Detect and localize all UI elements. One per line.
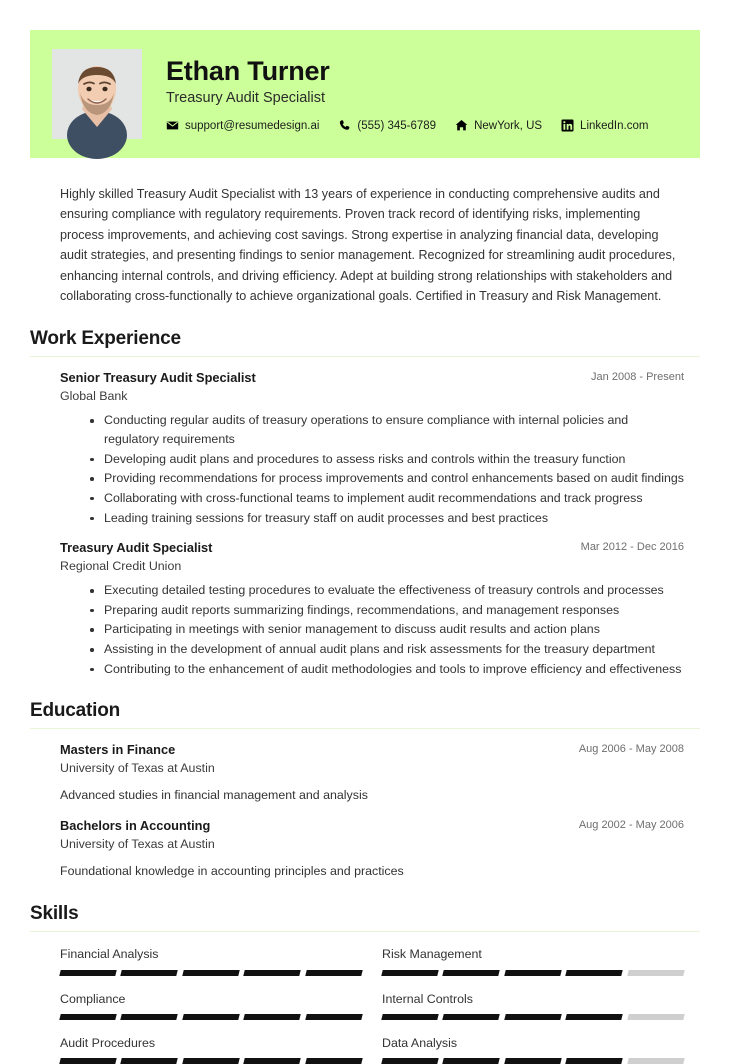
skill-item	[60, 1035, 362, 1064]
skill-rating-segment	[565, 1058, 623, 1064]
skill-rating-bar	[60, 1058, 362, 1064]
education-entry-head	[60, 818, 684, 834]
skill-item	[382, 1035, 684, 1064]
contact-linkedin-label: LinkedIn.com	[580, 119, 649, 132]
contact-phone[interactable]	[338, 119, 436, 132]
professional-summary: Highly skilled Treasury Audit Specialist with 13 years of experience in conducting comprehensive audits and ensuring compliance with regulatory requirements. Proven track record of identifying risks, implementing process improvements, and achieving cost savings. Strong expertise in analyzing financial data, developing audit strategies, and presenting findings to senior management. Recognized for streamlining audit procedures, enhancing internal controls, and driving efficiency. Adept at building strong relationships with stakeholders and collaborating cross-functionally to achieve organizational goals. Certified in Treasury and Risk Management.	[60, 187, 676, 303]
skill-rating-segment	[305, 970, 363, 976]
work-entry-head	[60, 540, 684, 556]
skill-label: Audit Procedures	[60, 1035, 156, 1050]
job-bullet: Assisting in the development of annual audit plans and risk assessments for the treasury department	[90, 640, 684, 659]
education-entry	[60, 742, 684, 805]
job-bullet: Contributing to the enhancement of audit methodologies and tools to improve efficiency and effectiveness	[90, 660, 684, 679]
skill-rating-segment	[627, 970, 685, 976]
job-date: Mar 2012 - Dec 2016	[580, 541, 684, 554]
skill-label: Risk Management	[382, 947, 482, 962]
skill-rating-bar	[60, 970, 362, 976]
skill-rating-segment	[243, 970, 301, 976]
skill-rating-segment	[381, 1014, 439, 1020]
education-entry-head	[60, 742, 684, 758]
skill-rating-segment	[243, 1014, 301, 1020]
job-bullet: Conducting regular audits of treasury operations to ensure compliance with internal policies and regulatory requirements	[90, 411, 684, 448]
education-title: Education	[30, 700, 121, 722]
skill-rating-segment	[565, 970, 623, 976]
skills-title: Skills	[30, 903, 79, 925]
skill-rating-segment	[504, 1058, 562, 1064]
work-entry	[60, 540, 684, 678]
contact-linkedin[interactable]	[561, 119, 648, 132]
skill-rating-segment	[627, 1014, 685, 1020]
job-bullet: Executing detailed testing procedures to evaluate the effectiveness of treasury controls and processes	[90, 581, 684, 600]
linkedin-icon	[561, 119, 574, 132]
job-bullet: Providing recommendations for process improvements and control enhancements based on audit findings	[90, 469, 684, 488]
skills-grid	[60, 946, 684, 1063]
skill-rating-segment	[243, 1058, 301, 1064]
degree-date: Aug 2006 - May 2008	[578, 743, 684, 756]
work-entry	[60, 370, 684, 527]
skill-rating-segment	[627, 1058, 685, 1064]
phone-icon	[338, 119, 351, 132]
section-divider	[30, 728, 700, 729]
school-name: University of Texas at Austin	[60, 761, 215, 776]
envelope-icon	[166, 119, 179, 132]
skill-label: Financial Analysis	[60, 947, 159, 962]
contact-list	[166, 119, 678, 132]
job-bullet-list	[60, 581, 684, 678]
skill-label: Data Analysis	[382, 1035, 458, 1050]
contact-location-label: NewYork, US	[474, 119, 543, 132]
skill-rating-bar	[60, 1014, 362, 1020]
skill-rating-segment	[504, 1014, 562, 1020]
skill-rating-segment	[121, 1014, 179, 1020]
education-section	[0, 700, 730, 881]
contact-location[interactable]	[455, 119, 542, 132]
degree-title: Masters in Finance	[60, 742, 176, 758]
job-bullet: Collaborating with cross-functional teams to implement audit recommendations and track progress	[90, 489, 684, 508]
job-company: Global Bank	[60, 389, 128, 404]
job-bullet: Participating in meetings with senior management to discuss audit results and action plans	[90, 620, 684, 639]
home-icon	[455, 119, 468, 132]
skill-rating-segment	[565, 1014, 623, 1020]
job-bullet: Preparing audit reports summarizing findings, recommendations, and management responses	[90, 601, 684, 620]
skills-section	[0, 903, 730, 1063]
skill-rating-segment	[59, 1058, 117, 1064]
job-bullet: Developing audit plans and procedures to assess risks and controls within the treasury function	[90, 450, 684, 469]
skill-rating-segment	[381, 1058, 439, 1064]
skill-rating-segment	[381, 970, 439, 976]
skill-rating-segment	[121, 970, 179, 976]
degree-date: Aug 2002 - May 2006	[578, 819, 684, 832]
skill-label: Compliance	[60, 991, 126, 1006]
school-name: University of Texas at Austin	[60, 837, 215, 852]
job-company: Regional Credit Union	[60, 559, 182, 574]
candidate-role: Treasury Audit Specialist	[166, 89, 326, 106]
skill-item	[382, 946, 684, 975]
education-entry	[60, 818, 684, 881]
avatar	[52, 49, 142, 139]
resume-header	[30, 30, 700, 158]
resume-page	[0, 30, 730, 1054]
skill-rating-segment	[443, 1058, 501, 1064]
skill-rating-segment	[305, 1014, 363, 1020]
skill-item	[382, 991, 684, 1020]
job-title: Senior Treasury Audit Specialist	[60, 370, 256, 386]
contact-phone-label: (555) 345-6789	[357, 119, 437, 132]
candidate-name: Ethan Turner	[166, 55, 330, 86]
skill-item	[60, 991, 362, 1020]
section-divider	[30, 931, 700, 932]
work-experience-section	[0, 328, 730, 678]
skill-item	[60, 946, 362, 975]
work-entry-head	[60, 370, 684, 386]
skill-rating-segment	[443, 970, 501, 976]
skill-rating-segment	[305, 1058, 363, 1064]
skill-rating-segment	[182, 970, 240, 976]
job-date: Jan 2008 - Present	[591, 371, 684, 384]
section-divider	[30, 356, 700, 357]
contact-email-label: support@resumedesign.ai	[185, 119, 320, 132]
degree-title: Bachelors in Accounting	[60, 818, 211, 834]
job-bullet-list	[60, 411, 684, 527]
work-experience-title: Work Experience	[30, 328, 181, 350]
skill-rating-segment	[59, 1014, 117, 1020]
job-bullet: Leading training sessions for treasury staff on audit processes and best practices	[90, 509, 684, 528]
skill-rating-segment	[182, 1058, 240, 1064]
skill-rating-segment	[121, 1058, 179, 1064]
skill-rating-bar	[382, 1014, 684, 1020]
contact-email[interactable]	[166, 119, 319, 132]
degree-description: Advanced studies in financial management and analysis	[60, 788, 368, 803]
skill-rating-segment	[59, 970, 117, 976]
job-title: Treasury Audit Specialist	[60, 540, 213, 556]
skill-label: Internal Controls	[382, 991, 473, 1006]
skill-rating-segment	[182, 1014, 240, 1020]
skill-rating-bar	[382, 970, 684, 976]
skill-rating-segment	[504, 970, 562, 976]
skill-rating-segment	[443, 1014, 501, 1020]
skill-rating-bar	[382, 1058, 684, 1064]
degree-description: Foundational knowledge in accounting principles and practices	[60, 864, 404, 879]
header-text	[166, 56, 678, 132]
